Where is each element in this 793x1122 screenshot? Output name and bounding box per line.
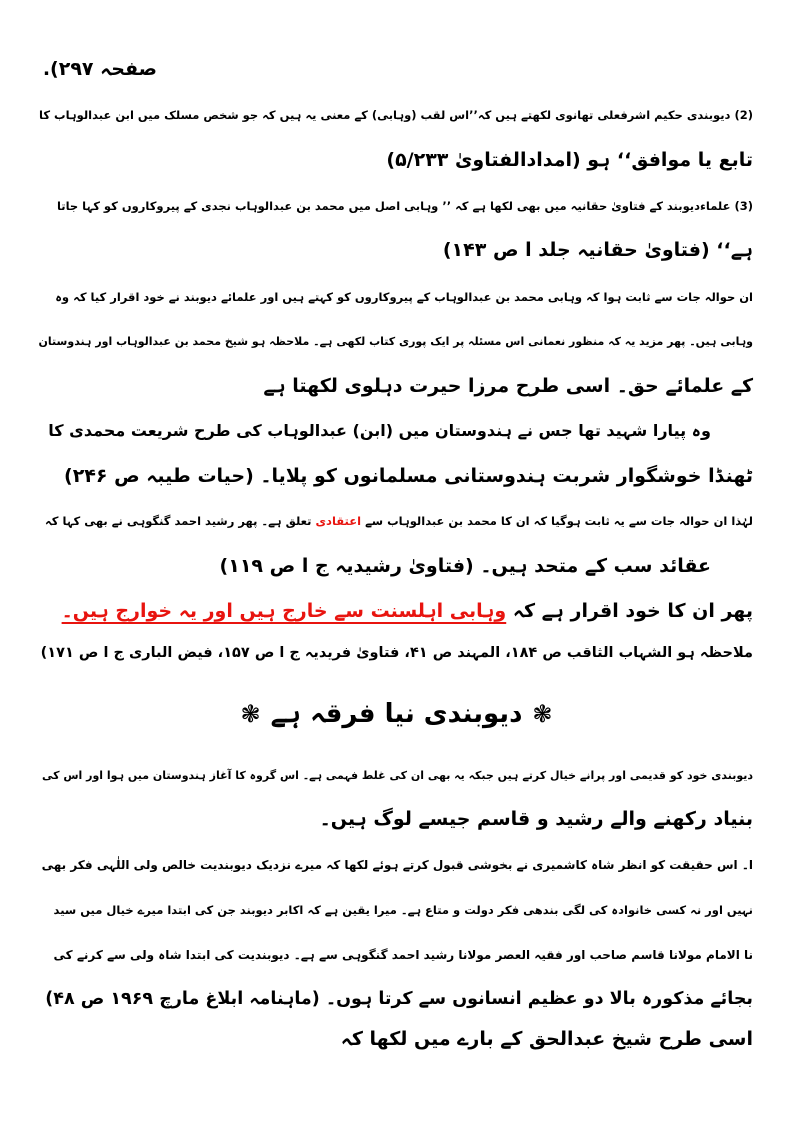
paragraph-line — [45, 508, 753, 534]
paragraph-line: اسی طرح شیخ عبدالحق کے بارے میں لکھا کہ — [340, 1028, 753, 1050]
text-fragment: تعلق ہے۔ پھر رشید احمد گنگوہی نے بھی کہا کہ — [45, 514, 312, 528]
heading-text: دیوبندی نیا فرقہ ہے — [270, 699, 523, 729]
text-fragment: پھر ان کا خود اقرار ہے کہ — [512, 600, 753, 622]
ornament-icon: ❃ — [532, 700, 553, 728]
paragraph-line — [62, 598, 753, 624]
paragraph-line: نہیں اور نہ کسی خانوادہ کی لگی بندھی فکر دولت و متاع ہے۔ میرا یقین ہے کہ اکابر دیوبند جن کی ابتدا میرے خیال میں سید — [53, 903, 753, 917]
page-reference: صفحہ ۲۹۷). — [42, 58, 157, 80]
quote-line: ٹھنڈا خوشگوار شربت ہندوستانی مسلمانوں کو پلایا۔ (حیات طیبہ ص ۲۴۶) — [64, 465, 753, 487]
paragraph-line: ان حوالہ جات سے ثابت ہوا کہ وہابی محمد بن عبدالوہاب کے پیروکاروں کو کہتے ہیں اور علمائے دیوبند نے خود اقرار کیا کہ وہ — [55, 290, 753, 304]
text-fragment: لہٰذا ان حوالہ جات سے یہ ثابت ہوگیا کہ ان کا محمد بن عبدالوہاب سے — [365, 514, 753, 528]
paragraph-line: (2) دیوبندی حکیم اشرفعلی تھانوی لکھتے ہیں کہ’’اس لقب (وہابی) کے معنی یہ ہیں کہ جو شخص مسلک میں ابن عبدالوہاب کا — [39, 108, 753, 122]
paragraph-line: بنیاد رکھنے والے رشید و قاسم جیسے لوگ ہیں۔ — [319, 808, 753, 830]
paragraph-line: ہے‘‘ (فتاویٰ حقانیہ جلد ا ص ۱۴۳) — [442, 239, 753, 261]
paragraph-line: (3) علماءدیوبند کے فتاویٰ حقانیہ میں بھی لکھا ہے کہ ’’ وہابی اصل میں محمد بن عبدالوہاب نجدی کے پیروکاروں کو کہا جاتا — [56, 199, 753, 213]
reference-line: ملاحظہ ہو الشہاب الثاقب ص ۱۸۴، المہند ص ۴۱، فتاویٰ فریدیہ ج ا ص ۱۵۷، فیض الباری ج ا ص ۱۷۱) — [40, 645, 753, 661]
highlighted-text: وہابی اہلسنت سے خارج ہیں اور یہ خوارج ہیں۔ — [61, 600, 507, 622]
paragraph-line: کے علمائے حق۔ اسی طرح مرزا حیرت دہلوی لکھتا ہے — [263, 375, 753, 397]
paragraph-line: نا الامام مولانا قاسم صاحب اور فقیہ العصر مولانا رشید احمد گنگوہی سے ہے۔ دیوبندیت کی ابتدا شاہ ولی سے کرنے کی — [53, 948, 753, 962]
paragraph-line: دیوبندی خود کو قدیمی اور پرانے خیال کرتے ہیں جبکہ یہ بھی ان کی غلط فہمی ہے۔ اس گروہ کا آغاز ہندوستان میں ہوا اور اس کی — [42, 769, 753, 782]
highlighted-text: اعتقادی — [315, 514, 362, 528]
paragraph-line: تابع یا موافق‘‘ ہو (امدادالفتاویٰ ۵/۲۳۳) — [386, 149, 753, 171]
section-heading — [0, 694, 793, 734]
quote-line: وہ پیارا شہید تھا جس نے ہندوستان میں (ابن) عبدالوہاب کی طرح شریعت محمدی کا — [48, 421, 711, 440]
ornament-icon: ❃ — [240, 700, 261, 728]
paragraph-line: بجائے مذکورہ بالا دو عظیم انسانوں سے کرتا ہوں۔ (ماہنامہ ابلاغ مارچ ۱۹۶۹ ص ۴۸) — [45, 989, 753, 1009]
paragraph-line: وہابی ہیں۔ پھر مزید یہ کہ منظور نعمانی اس مسئلہ پر ایک پوری کتاب لکھی ہے۔ ملاحظہ ہو شیخ محمد بن عبدالوہاب اور ہندوستان — [38, 335, 753, 348]
paragraph-line: ا۔ اس حقیقت کو انظر شاہ کاشمیری نے بخوشی قبول کرتے ہوئے لکھا کہ میرے نزدیک دیوبندیت خالص ولی اللٰہی فکر بھی — [41, 858, 753, 872]
paragraph-line: عقائد سب کے متحد ہیں۔ (فتاویٰ رشیدیہ ج ا ص ۱۱۹) — [219, 555, 711, 577]
